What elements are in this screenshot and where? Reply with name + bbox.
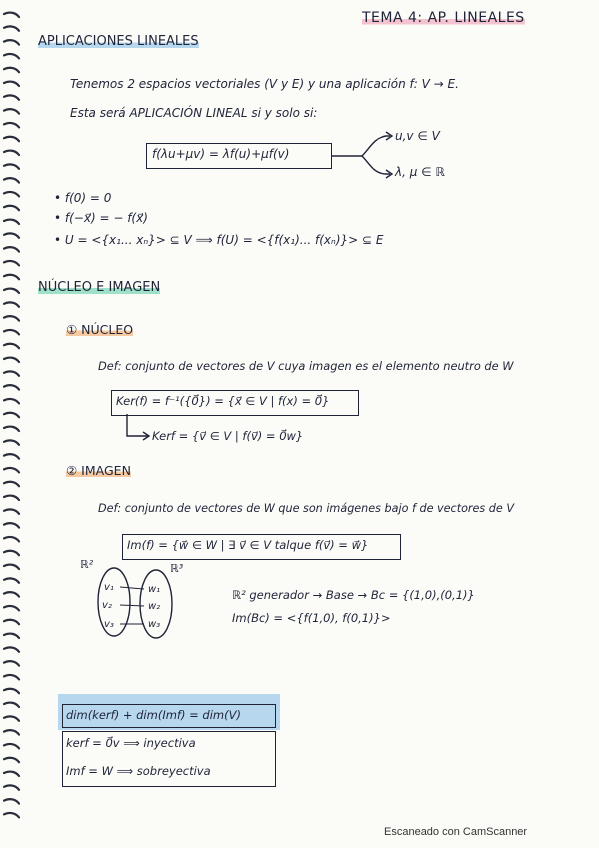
spiral-coil (4, 109, 19, 113)
spiral-coil (4, 399, 19, 403)
spiral-coil (4, 178, 19, 182)
spiral-coil (4, 468, 19, 472)
spiral-coil (4, 151, 19, 155)
spiral-coil (4, 247, 19, 251)
spiral-coil (4, 799, 19, 803)
spiral-coil (4, 275, 19, 279)
spiral-coil (4, 385, 19, 389)
spiral-coil (4, 565, 19, 569)
spiral-coil (4, 772, 19, 776)
linearity-formula: f(λu+μv) = λf(u)+μf(v) (152, 147, 290, 161)
nucleo-definition: Def: conjunto de vectores de V cuya imagen es el elemento neutro de W (98, 359, 514, 373)
nucleo-imagen-title: NÚCLEO E IMAGEN (38, 280, 161, 295)
codomain-item-2: w₂ (148, 601, 161, 612)
spiral-coil (4, 164, 19, 168)
spiral-coil (4, 440, 19, 444)
spiral-coil (4, 482, 19, 486)
intro-line-2: Esta será APLICACIÓN LINEAL si y solo si: (70, 106, 318, 120)
kernel-formula: Ker(f) = f⁻¹({0⃗}) = {x⃗ ∈ V | f(x) = 0⃗} (116, 394, 330, 408)
kernel-arrow-icon (124, 414, 154, 442)
imagen-heading: ② IMAGEN (66, 463, 131, 478)
spiral-coil (4, 551, 19, 555)
spiral-coil (4, 344, 19, 348)
codomain-label: ℝ³ (170, 562, 184, 575)
spiral-coil (4, 13, 19, 17)
spiral-coil (4, 40, 19, 44)
spiral-coil (4, 813, 19, 817)
domain-item-1: v₁ (104, 582, 114, 593)
codomain-item-1: w₁ (148, 584, 161, 595)
spiral-coil (4, 592, 19, 596)
spiral-coil (4, 454, 19, 458)
spiral-coil (4, 785, 19, 789)
spiral-coil (4, 620, 19, 624)
spiral-coil (4, 578, 19, 582)
intro-line-1: Tenemos 2 espacios vectoriales (V y E) y una aplicación f: V → E. (70, 77, 459, 91)
spiral-coil (4, 758, 19, 762)
spiral-coil (4, 703, 19, 707)
codomain-item-3: w₃ (148, 619, 161, 630)
nucleo-heading: ① NÚCLEO (66, 322, 134, 337)
spiral-coil (4, 26, 19, 30)
spiral-coil (4, 54, 19, 58)
section-title: APLICACIONES LINEALES (38, 34, 199, 49)
spiral-coil (4, 123, 19, 127)
spiral-coil (4, 716, 19, 720)
spiral-coil (4, 634, 19, 638)
spiral-coil (4, 192, 19, 196)
domain-item-2: v₂ (102, 600, 112, 611)
spiral-coil (4, 137, 19, 141)
spiral-coil (4, 647, 19, 651)
spiral-coil (4, 661, 19, 665)
spiral-coil (4, 95, 19, 99)
spiral-coil (4, 330, 19, 334)
spiral-coil (4, 496, 19, 500)
spiral-coil (4, 675, 19, 679)
spiral-coil (4, 523, 19, 527)
branch-bottom-label: λ, μ ∈ ℝ (395, 165, 445, 179)
spiral-coil (4, 316, 19, 320)
property-2: • f(−x⃗) = − f(x⃗) (54, 211, 148, 225)
surjective-criterion: Imf = W ⟹ sobreyectiva (66, 764, 211, 778)
spiral-coil (4, 68, 19, 72)
spiral-coil (4, 206, 19, 210)
spiral-coil (4, 744, 19, 748)
mapping-diagram (78, 550, 198, 650)
spiral-coil (4, 689, 19, 693)
spiral-coil (4, 730, 19, 734)
spiral-coil (4, 82, 19, 86)
spiral-coil (4, 261, 19, 265)
image-formula: Im(f) = {w⃗ ∈ W | ∃ v⃗ ∈ V talque f(v⃗) = w⃗} (127, 538, 369, 552)
spiral-coil (4, 537, 19, 541)
spiral-coil (4, 427, 19, 431)
spiral-coil (4, 233, 19, 237)
spiral-coil (4, 371, 19, 375)
spiral-coil (4, 606, 19, 610)
branch-top-label: u,v ∈ V (395, 129, 440, 143)
kernel-formula-2: Kerf = {v⃗ ∈ V | f(v⃗) = 0⃗w} (152, 429, 304, 443)
image-base-note: Im(Bc) = <{f(1,0), f(0,1)}> (232, 611, 391, 625)
dimension-formula: dim(kerf) + dim(Imf) = dim(V) (66, 708, 241, 722)
imagen-definition: Def: conjunto de vectores de W que son imágenes bajo f de vectores de V (98, 502, 514, 515)
spiral-coil (4, 358, 19, 362)
property-1: • f(0) = 0 (54, 191, 112, 205)
spiral-coil (4, 413, 19, 417)
domain-label: ℝ² (80, 558, 94, 571)
spiral-binding (0, 0, 22, 830)
spiral-coil (4, 302, 19, 306)
topic-title: TEMA 4: AP. LINEALES (362, 10, 525, 26)
scanner-watermark: Escaneado con CamScanner (384, 826, 528, 838)
domain-item-3: v₃ (104, 619, 114, 630)
property-3: • U = <{x₁... xₙ}> ⊆ V ⟹ f(U) = <{f(x₁)... f(xₙ)}> ⊆ E (54, 233, 384, 247)
base-note: ℝ² generador → Base → Bc = {(1,0),(0,1)} (232, 588, 475, 602)
spiral-coil (4, 220, 19, 224)
spiral-coil (4, 289, 19, 293)
spiral-coil (4, 509, 19, 513)
injective-criterion: kerf = 0⃗v ⟹ inyectiva (66, 736, 196, 750)
